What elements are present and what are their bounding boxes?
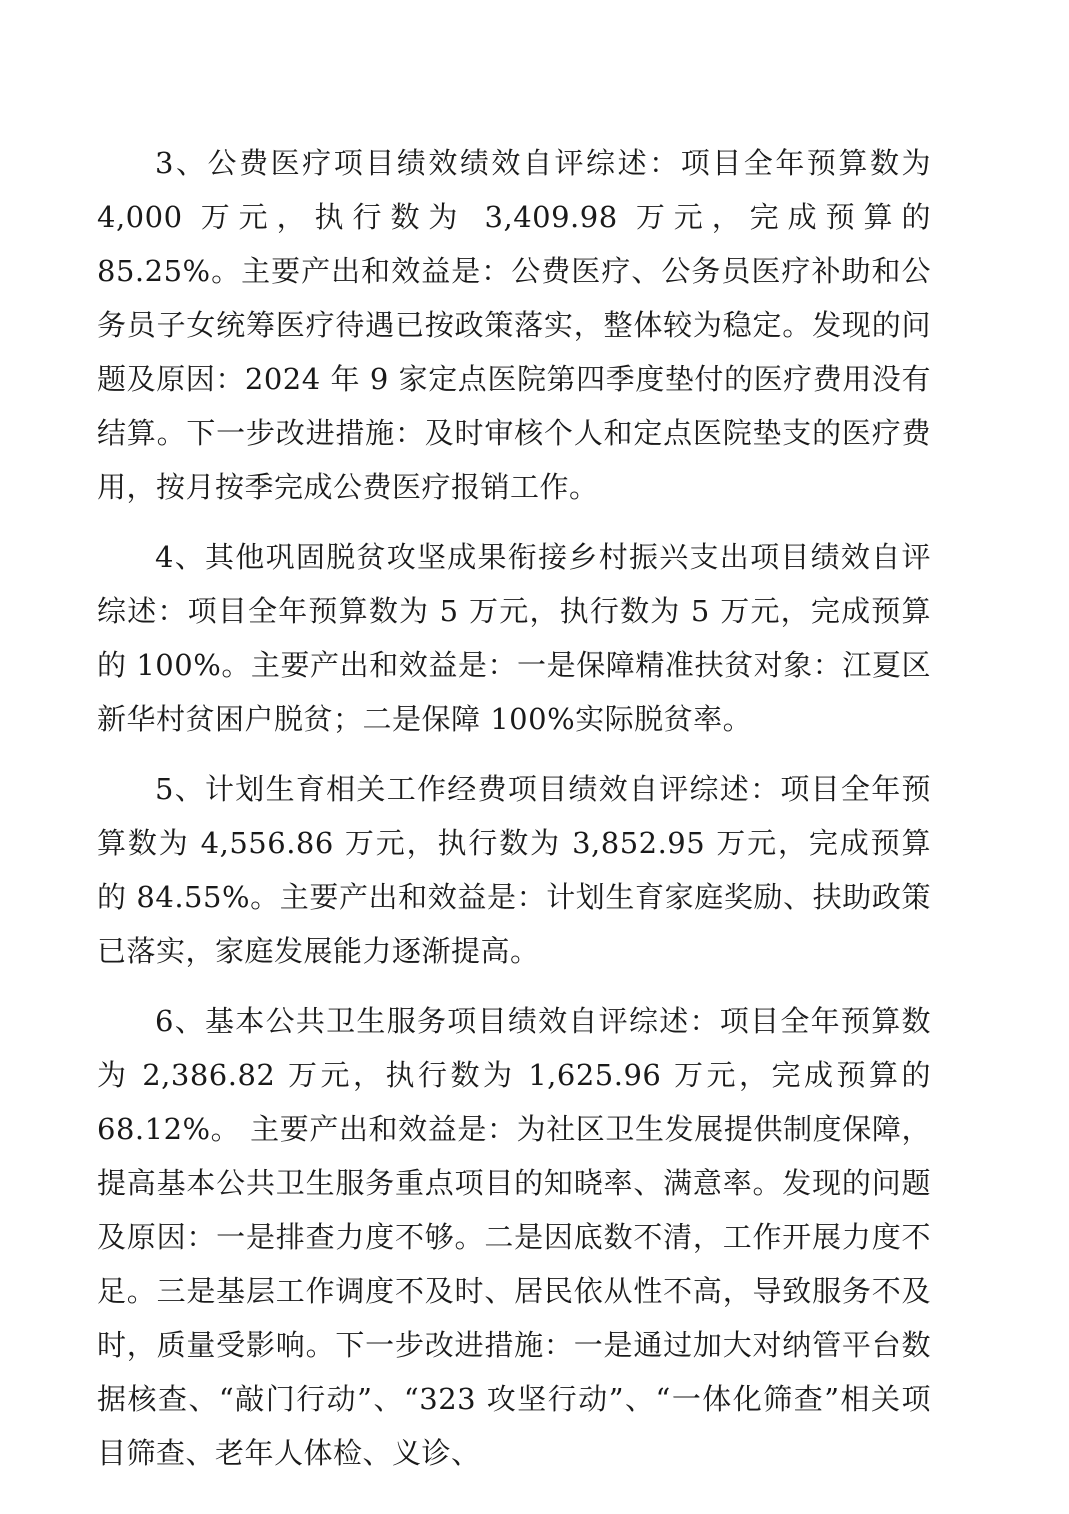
paragraph-item-4: 4、其他巩固脱贫攻坚成果衔接乡村振兴支出项目绩效自评综述：项目全年预算数为 5 万元，执行数为 5 万元，完成预算的 100%。主要产出和效益是：一是保障精准扶贫对象：江夏区新华村贫困户脱贫；二是保障 100%实际脱贫率。 [97, 540, 931, 736]
paragraph-item-6: 6、基本公共卫生服务项目绩效自评综述：项目全年预算数为 2,386.82 万元，执行数为 1,625.96 万元，完成预算的 68.12%。 主要产出和效益是：为社区卫生发展提供制度保障，提高基本公共卫生服务重点项目的知晓率、满意率。发现的问题及原因：一是排查力度不够。二是因底数不清，工作开展力度不足。三是基层工作调度不及时、居民依从性不高，导致服务不及时，质量受影响。下一步改进措施：一是通过加大对纳管平台数据核查、“敲门行动”、“323 攻坚行动”、“一体化筛查”相关项目筛查、老年人体检、义诊、 [97, 1004, 931, 1470]
paragraph-item-5: 5、计划生育相关工作经费项目绩效自评综述：项目全年预算数为 4,556.86 万元，执行数为 3,852.95 万元，完成预算的 84.55%。主要产出和效益是：计划生育家庭奖励、扶助政策已落实，家庭发展能力逐渐提高。 [97, 772, 931, 968]
paragraph-item-3: 3、公费医疗项目绩效绩效自评综述：项目全年预算数为 4,000 万元，执行数为 3,409.98 万元，完成预算的 85.25%。主要产出和效益是：公费医疗、公务员医疗补助和公务员子女统筹医疗待遇已按政策落实，整体较为稳定。发现的问题及原因：2024 年 9 家定点医院第四季度垫付的医疗费用没有结算。下一步改进措施：及时审核个人和定点医院垫支的医疗费用，按月按季完成公费医疗报销工作。 [97, 146, 931, 504]
document-body [97, 136, 931, 1496]
